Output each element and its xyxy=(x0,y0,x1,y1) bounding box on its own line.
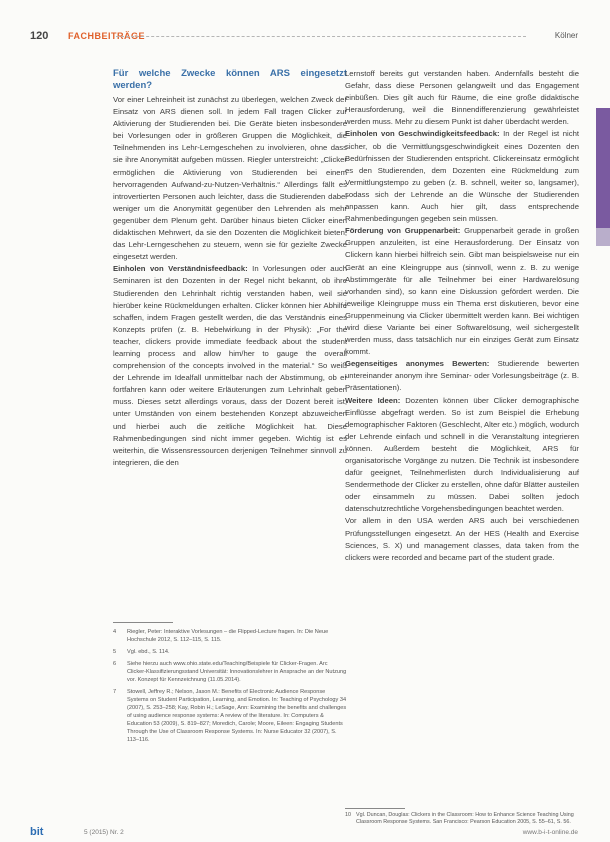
paragraph-body: In Vorlesungen oder auch Seminaren ist den Dozenten in der Regel nicht bekannt, ob ihre Studierenden den Lehrinhalt richtig verstanden haben, weil sie hierüber keine Rückmeldungen erhalten. Clicker können hier Abhilfe schaffen, indem Fragen gestellt werden, die das Verständnis eines Konzepts prüfen (z. B. Hebelwirkung in der Physik): „For the teacher, clickers provide immediate feedback about the student learning process and allow him/her to gauge the overall comprehension of the concepts involved in the material.“ So weiß der Lehrende im Idealfall unmittelbar nach der Abstimmung, ob er fortfahren kann oder weitere Erläuterungen zum Lehrinhalt geben muss. Dieses setzt allerdings voraus, dass der Dozent bereit ist, unter Umständen von einem bestehenden Konzept abzuweichen und hierbei auch die zeitliche Möglichkeit hat. Diese Rahmenbedingungen sind nicht immer gegeben. Wichtig ist es weiterhin, die Wissensressourcen derjenigen Teilnehmer sinnvoll zu integrieren, die den xyxy=(113,264,347,467)
footnote-rule-right xyxy=(345,808,405,809)
paragraph-body: Dozenten können über Clicker demographische Einflüsse abgefragt werden. So ist zum Beispiel die Erhebung demographischer Faktoren (Geschlecht, Alter etc.) möglich, wodurch der Lehrende einfach und schnell in die Veranstaltung integrieren können. Außerdem besteht die Möglichkeit, ARS für organisatorische Vorgänge zu nutzen. Die Technik ist insbesondere dafür geeignet, Teilnehmerlisten durch Individualisierung auf Sendermethode der Clicker zu erstellen, ohne dafür Blätter austeilen oder einsammeln zu müssen. Dabei sollten jedoch datenschutzrechtliche Vorgehensbedingungen beachtet werden. xyxy=(345,395,579,514)
issue-label: 5 (2015) Nr. 2 xyxy=(84,829,124,836)
paragraph-lead: Gegenseitiges anonymes Bewerten: xyxy=(345,359,490,369)
paragraph: Lernstoff bereits gut verstanden haben. Andernfalls besteht die Gefahr, dass diese Personen gelangweilt und das Engagement einbüßen. Dies gilt auch für Räume, die eine große didaktische Herausforderung, weil die Binnendifferenzierung gewährleistet werden muss. Mehr zu diesem Punkt ist daher überdacht werden. xyxy=(345,69,579,127)
footnote-rule xyxy=(113,622,173,623)
paragraph-body: In der Regel ist nicht sicher, ob die Vermittlungsgeschwindigkeit eines Dozenten den Bedürfnissen der Studierenden entspricht. Clickereinsatz ermöglicht es den Studierenden, dem Dozenten eine Rückmeldung zum Vermittlungstempo zu geben (z. B. schnell, weiter so, langsamer), sodass sich der Lehrende an die Wünsche der Studierenden anpassen kann. Auch hier gilt, dass entsprechende Rahmenbedingungen gegeben sein müssen. xyxy=(345,129,579,224)
footnote-text: Siehe hierzu auch www.ohio.state.edu/Teaching/Beispiele für Clicker-Fragen. Arc Clicker-Klassifizierungsstand Universität: Innovationslehrer in Ansprache an der Nutzung vor. Konzept für Kennzeichnung (11.05.2014). xyxy=(127,661,347,683)
paragraph xyxy=(345,395,579,516)
side-color-tab-light xyxy=(596,228,610,246)
header-right-label: Kölner xyxy=(554,31,578,40)
paragraph-lead: Einholen von Verständnisfeedback: xyxy=(113,264,248,274)
paragraph-body: Studierende bewerten untereinander anonym ihre Seminar- oder Vorlesungsbeiträge (z. B. Präsentationen). xyxy=(345,359,579,393)
footnote xyxy=(113,660,347,684)
paragraph xyxy=(345,225,579,358)
left-column xyxy=(113,68,347,469)
paragraph xyxy=(113,263,347,469)
footnote-number: 5 xyxy=(113,649,117,655)
paragraph: Vor einer Lehreinheit ist zunächst zu überlegen, welchen Zweck der Einsatz von ARS dienen soll. In jedem Fall tragen Clicker zur Aktivierung der Studierenden bei. Die Geräte bieten insbesondere bei Vorlesungen oder in größeren Gruppen die Möglichkeit, die Teilnehmenden ins Lehr-Lerngeschehen zu involvieren, ohne dass sie ihre Anonymität aufgeben müssen. Riegler unterstreicht: „Clicker ermöglichen die Aktivierung von Studierenden bei einem hervorragenden Aufwand-zu-Nutzen-Verhältnis.“ Allerdings fällt es introvertierten Personen auch leichter, dass die Studierenden dabei weniger um die Anonymität gegenüber den Lehrenden als mehr gegenüber dem Plenum geht. Darüber hinaus bieten Clicker einen didaktischen Mehrwert, da sie den Dozenten die Möglichkeit bieten, das Lehr-Lerngeschehen zu steuern, wenn sie für gezielte Zwecke eingesetzt werden. xyxy=(113,95,347,262)
footnote-text: Vgl. ebd., S. 114. xyxy=(127,649,170,655)
paragraph-lead: Förderung von Gruppenarbeit: xyxy=(345,226,461,236)
page-footer xyxy=(30,826,578,840)
right-column xyxy=(345,68,579,564)
section-label: FACHBEITRÄGE xyxy=(68,31,146,41)
footnote-number: 7 xyxy=(113,689,117,695)
footnote xyxy=(113,628,347,644)
page-header xyxy=(30,22,578,42)
website-link[interactable]: www.b-i-t-online.de xyxy=(522,829,578,836)
paragraph xyxy=(345,128,579,225)
footnote-number: 10 xyxy=(345,812,351,818)
footnote-text: Riegler, Peter: Interaktive Vorlesungen – die Flipped-Lecture fragen. In: Die Neue Hochschule 2012, S. 112–115, S. 115. xyxy=(127,629,329,643)
footnote xyxy=(113,648,347,656)
footnote xyxy=(113,688,347,744)
footnote-text: Vgl. Duncan, Douglas: Clickers in the Classroom: How to Enhance Science Teaching Using Classroom Response Systems. San Francisco: Pearson Education 2005, S. 55–61, S. 56. xyxy=(356,812,574,826)
footnote-right xyxy=(345,812,579,827)
footnote-number: 6 xyxy=(113,661,117,667)
footnotes xyxy=(113,628,347,748)
paragraph-lead: Einholen von Geschwindigkeitsfeedback: xyxy=(345,129,500,139)
journal-logo: bit xyxy=(30,826,44,838)
header-rule xyxy=(116,36,526,37)
footnote-text: Stowell, Jeffrey R.; Nelson, Jason M.: Benefits of Electronic Audience Response Systems on Student Participation, Learning, and Emotion. In: Teaching of Psychology 34 (2007), S. 253–258; Kay, Robin H.; LeSage, Ann: Examining the benefits and challenges of using audience response systems: A review of the literature. In: Computers & Education 53 (2009), S. 819–827; Moredich, Carole; Moore, Eileen: Engaging Students Through the Use of Classroom Response Systems. In: Nurse Educator 32 (2007), S. 113–116. xyxy=(127,689,347,743)
paragraph-lead: Weitere Ideen: xyxy=(345,395,401,405)
footnote-number: 4 xyxy=(113,629,117,635)
paragraph: Vor allem in den USA werden ARS auch bei verschiedenen Prüfungsstellungen eingesetzt. An der HES (Health and Exercise Sciences, S. X) und management classes, data taken from the clickers were recorded and became part of the student grade. xyxy=(345,516,579,562)
page-number: 120 xyxy=(30,30,49,42)
paragraph xyxy=(345,358,579,394)
paragraph-body: Gruppenarbeit gerade in großen Gruppen anzuleiten, ist eine Herausforderung. Der Einsatz von Clickern kann hierbei hilfreich sein. Gibt man beispielsweise nur ein Gerät an eine Kleingruppe aus (sinnvoll, wenn z. B. zu wenige Abstimmgeräte für alle Teilnehmer bei einer Hardwarelösung vorhanden sind), so kann eine Diskussion gefördert werden. Die jeweilige Kleingruppe muss ein Thema erst diskutieren, bevor eine Gruppenmeinung via Clicker übermittelt werden kann. Bei wichtigen wird diese Variante bei einer Softwarelösung, weil sichergestellt werden muss, dass tatsächlich nur ein einziges Gerät zum Einsatz kommt. xyxy=(345,226,579,357)
section-heading: Für welche Zwecke können ARS eingesetzt werden? xyxy=(113,68,347,91)
side-color-tab xyxy=(596,108,610,228)
